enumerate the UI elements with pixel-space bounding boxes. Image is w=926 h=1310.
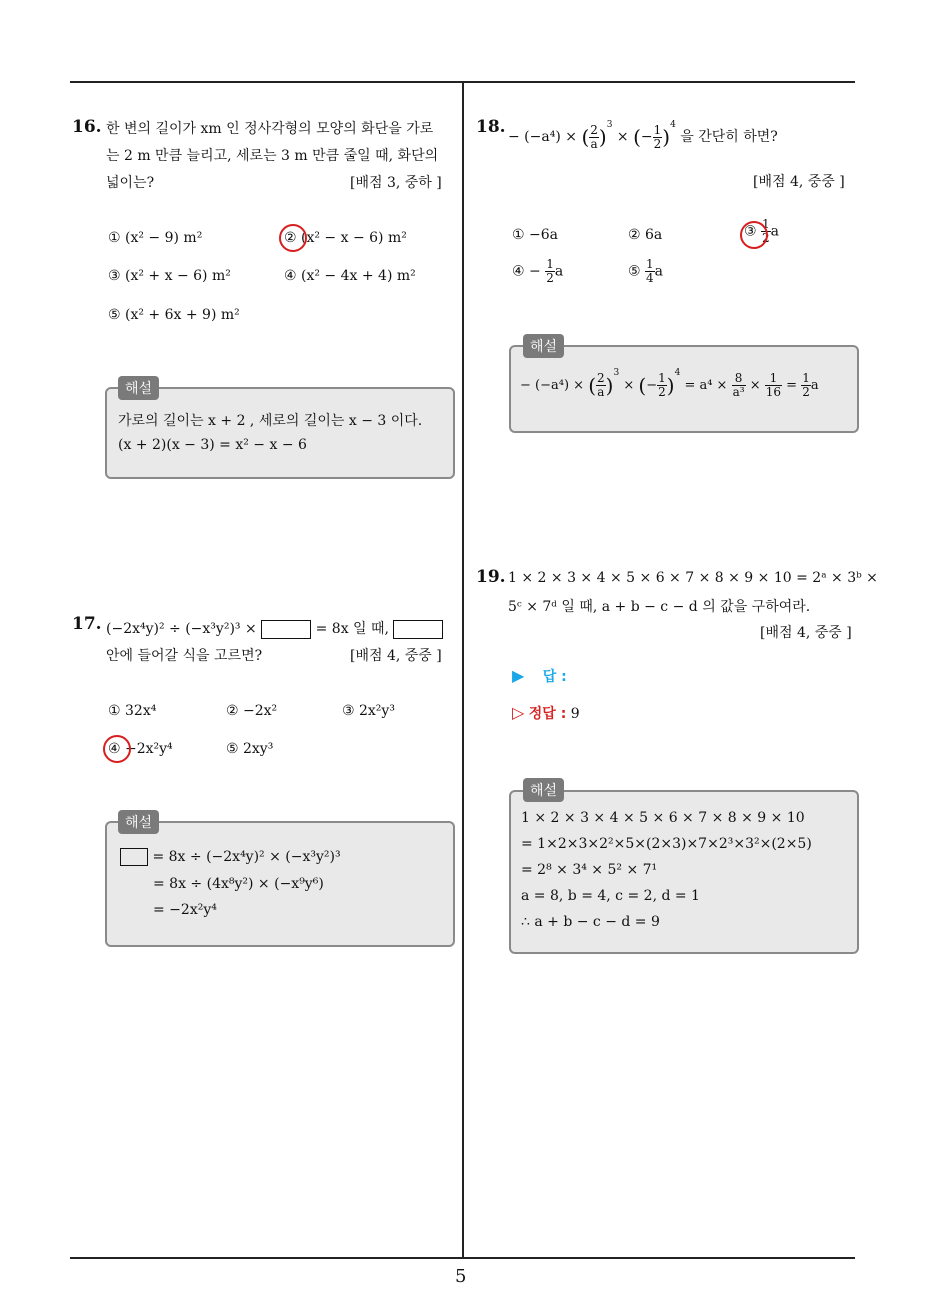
q17-expr-right: = 8x 일 때, bbox=[315, 621, 389, 637]
q16-text-line3: 넓이는? bbox=[106, 175, 155, 191]
q18-option-1[interactable]: ① −6a bbox=[512, 227, 558, 243]
q19-solution-line2: = 1×2×3×2²×5×(2×3)×7×2³×3²×(2×5) bbox=[521, 836, 812, 852]
q18-option-2[interactable]: ② 6a bbox=[628, 227, 663, 243]
q16-solution-tag: 해설 bbox=[118, 376, 159, 400]
q16-text-line2: 는 2 m 만큼 늘리고, 세로는 3 m 만큼 줄일 때, 화단의 bbox=[106, 148, 439, 164]
q19-correct-label: 정답 : bbox=[528, 706, 567, 722]
column-divider bbox=[462, 81, 464, 1258]
q16-option-3[interactable]: ③ (x² + x − 6) m² bbox=[108, 268, 231, 284]
q18-expression: − (−a⁴) × ( $\frac{2}{a}$ )$^3$ × (− $\frac{1}{2}$ )$^4$ 을 간단히 하면? bbox=[508, 120, 778, 151]
q19-solution-line1: 1 × 2 × 3 × 4 × 5 × 6 × 7 × 8 × 9 × 10 bbox=[521, 810, 805, 826]
q17-option-1[interactable]: ① 32x⁴ bbox=[108, 703, 157, 719]
q16-option-5[interactable]: ⑤ (x² + 6x + 9) m² bbox=[108, 307, 240, 323]
q17-blank-box bbox=[261, 620, 311, 639]
q17-expr-left: (−2x⁴y)² ÷ (−x³y²)³ × bbox=[106, 621, 257, 637]
q19-correct-row bbox=[512, 703, 580, 723]
q17-text-line2: 안에 들어갈 식을 고르면? bbox=[106, 648, 263, 664]
q17-solution-tag: 해설 bbox=[118, 810, 159, 834]
q16-text-line1: 한 변의 길이가 xm 인 정사각형의 모양의 화단을 가로 bbox=[106, 121, 434, 137]
q17-solution-line2: = 8x ÷ (4x⁸y²) × (−x⁹y⁶) bbox=[153, 876, 324, 892]
q16-score: [배점 3, 중하 ] bbox=[350, 175, 442, 191]
q16-option-2[interactable]: ② (x² − x − 6) m² bbox=[284, 230, 407, 246]
q17-number: 17. bbox=[72, 614, 102, 634]
q19-number: 19. bbox=[476, 567, 506, 587]
outline-arrow-icon: ▷ bbox=[512, 703, 525, 722]
q16-answer-circle bbox=[279, 224, 307, 252]
q17-option-5[interactable]: ⑤ 2xy³ bbox=[226, 741, 274, 757]
q19-solution-line5: ∴ a + b − c − d = 9 bbox=[521, 914, 660, 930]
q18-answer-circle bbox=[740, 221, 768, 249]
q18-frac-1-over-2: $\frac{1}{2}$ bbox=[653, 122, 662, 151]
q19-answer-row[interactable] bbox=[512, 666, 567, 686]
q19-answer-label: 답 : bbox=[542, 669, 567, 685]
q17-option-2[interactable]: ② −2x² bbox=[226, 703, 278, 719]
q16-option-1[interactable]: ① (x² − 9) m² bbox=[108, 230, 203, 246]
q16-solution-line1: 가로의 길이는 x + 2 , 세로의 길이는 x − 3 이다. bbox=[118, 413, 423, 429]
q18-solution-line: − (−a⁴) × ( $\frac{2}{a}$ )$^3$ × (− $\frac{1}{2}$ )$^4$ = a⁴ × $\frac{8}{\text{a³}}$ × $\frac{1}{16}$ = $\frac{1}{2}$ a bbox=[520, 368, 819, 399]
q16-solution-line2: (x + 2)(x − 3) = x² − x − 6 bbox=[118, 437, 307, 453]
q17-score: [배점 4, 중중 ] bbox=[350, 648, 442, 664]
q17-option-3[interactable]: ③ 2x²y³ bbox=[342, 703, 395, 719]
q19-solution-tag: 해설 bbox=[523, 778, 564, 802]
play-arrow-icon: ▶ bbox=[512, 666, 525, 685]
q18-option-3[interactable]: ③ $\frac{1}{2}$ a bbox=[744, 217, 780, 245]
q18-option-5[interactable]: ⑤ $\frac{1}{4}$ a bbox=[628, 257, 664, 285]
q17-solution-blank-box bbox=[120, 848, 148, 866]
q18-number: 18. bbox=[476, 117, 506, 137]
q17-blank-box-2 bbox=[393, 620, 443, 639]
q16-number: 16. bbox=[72, 117, 102, 137]
q17-text-line1 bbox=[106, 618, 443, 639]
q19-solution-line3: = 2⁸ × 3⁴ × 5² × 7¹ bbox=[521, 862, 658, 878]
q19-text-line2: 5ᶜ × 7ᵈ 일 때, a + b − c − d 의 값을 구하여라. bbox=[508, 599, 811, 615]
q19-solution-line4: a = 8, b = 4, c = 2, d = 1 bbox=[521, 888, 700, 904]
q18-solution-tag: 해설 bbox=[523, 334, 564, 358]
q16-solution-box bbox=[105, 387, 455, 479]
q17-answer-circle bbox=[103, 735, 131, 763]
q18-frac-2-over-a: $\frac{2}{a}$ bbox=[590, 122, 598, 151]
q17-solution-line3: = −2x²y⁴ bbox=[153, 902, 217, 918]
q19-correct-value: 9 bbox=[570, 706, 580, 722]
q17-option-4[interactable]: ④ −2x²y⁴ bbox=[108, 741, 173, 757]
q19-text-line1: 1 × 2 × 3 × 4 × 5 × 6 × 7 × 8 × 9 × 10 = 2ᵃ × 3ᵇ × bbox=[508, 570, 878, 586]
page-number: 5 bbox=[455, 1266, 467, 1287]
q18-option-4[interactable]: ④ − $\frac{1}{2}$ a bbox=[512, 257, 564, 285]
q17-solution-line1: = 8x ÷ (−2x⁴y)² × (−x³y²)³ bbox=[120, 848, 341, 866]
q16-option-4[interactable]: ④ (x² − 4x + 4) m² bbox=[284, 268, 416, 284]
q18-score: [배점 4, 중중 ] bbox=[753, 174, 845, 190]
bottom-rule bbox=[70, 1257, 855, 1259]
q19-score: [배점 4, 중중 ] bbox=[760, 625, 852, 641]
